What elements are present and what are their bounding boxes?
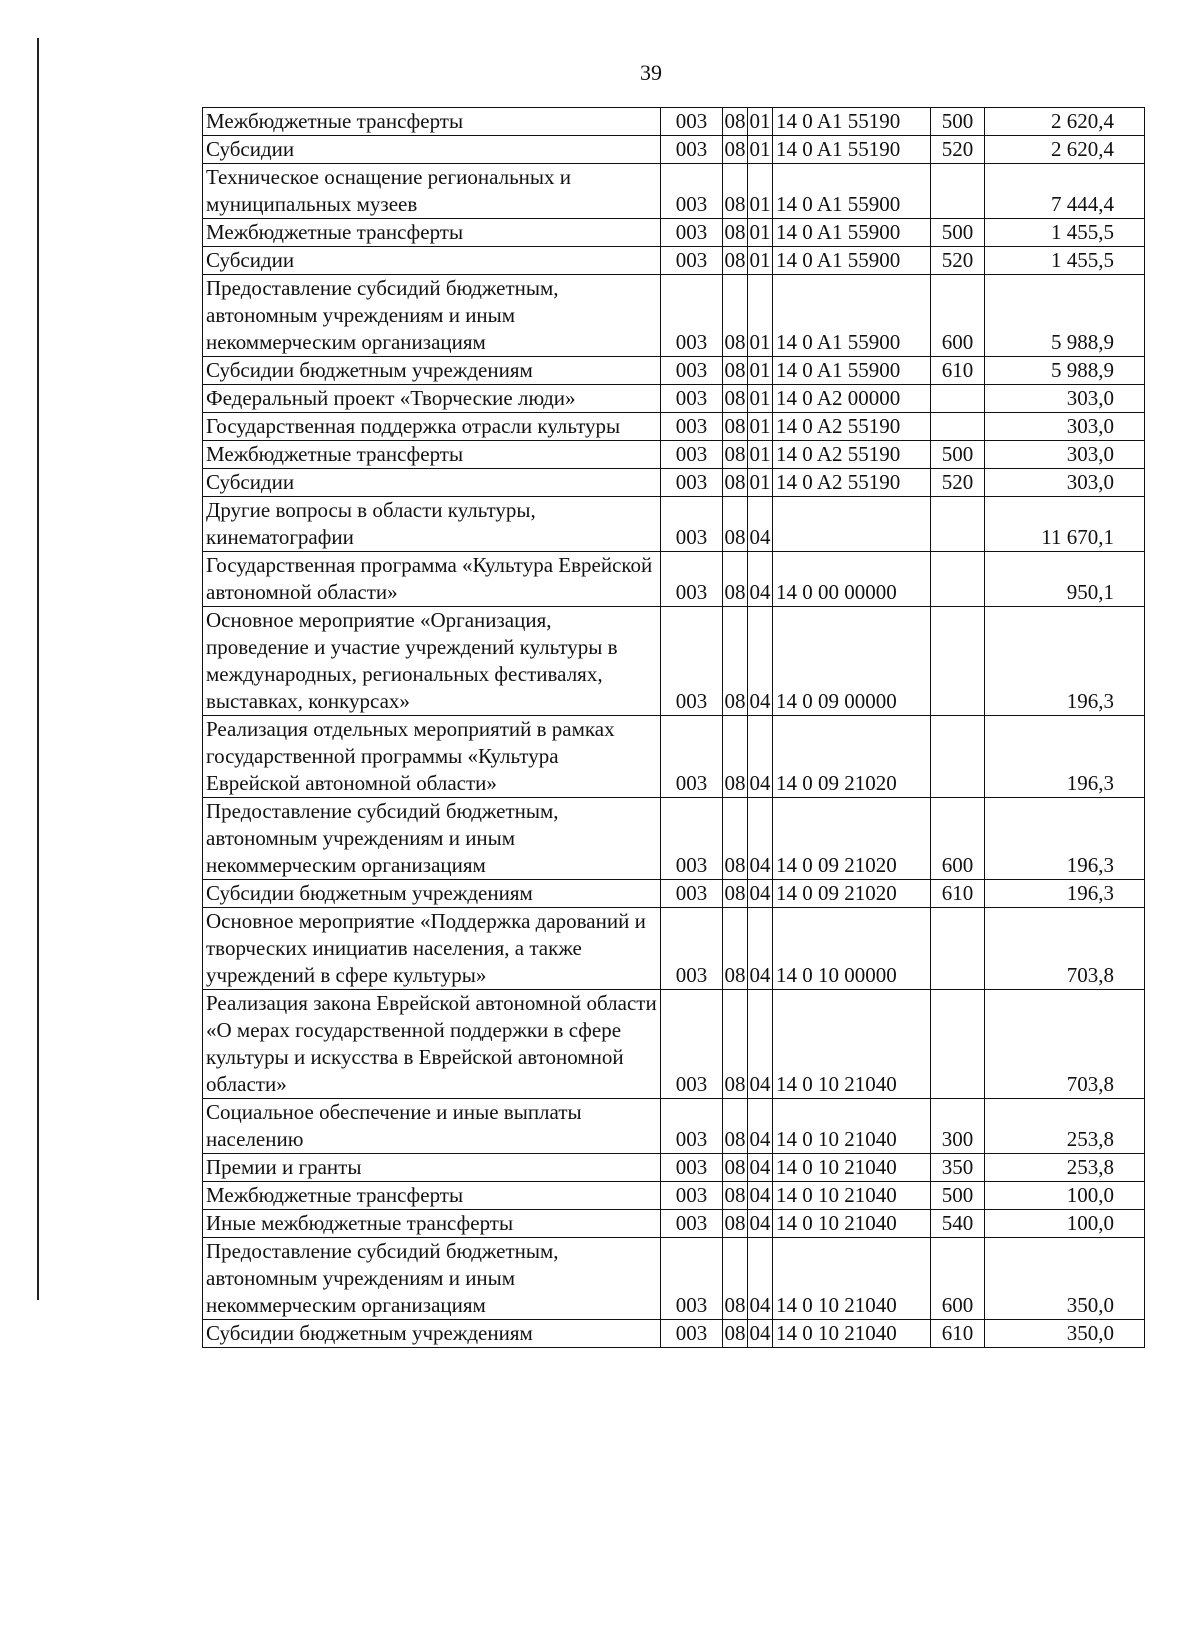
row-subsection-cell: 04 — [748, 990, 773, 1099]
row-code-cell: 003 — [661, 247, 723, 275]
row-section-cell: 08 — [723, 1210, 748, 1238]
row-section-cell: 08 — [723, 275, 748, 357]
row-name-cell: Реализация закона Еврейской автономной области «О мерах государственной поддержки в сфере культуры и искусства в Еврейской автономной области» — [203, 990, 661, 1099]
row-section-cell: 08 — [723, 1238, 748, 1320]
row-code-cell: 003 — [661, 441, 723, 469]
table-row — [203, 497, 1145, 552]
row-expense-type-cell: 500 — [931, 108, 985, 136]
table-row — [203, 136, 1145, 164]
table-row — [203, 552, 1145, 607]
row-sum-cell: 350,0 — [985, 1238, 1145, 1320]
row-target-article-cell: 14 0 10 21040 — [773, 990, 931, 1099]
row-subsection-cell: 01 — [748, 469, 773, 497]
row-subsection-cell: 04 — [748, 798, 773, 880]
row-sum-cell: 7 444,4 — [985, 164, 1145, 219]
table-row — [203, 108, 1145, 136]
row-name-cell: Межбюджетные трансферты — [203, 108, 661, 136]
row-expense-type-cell — [931, 385, 985, 413]
row-subsection-cell: 01 — [748, 413, 773, 441]
row-section-cell: 08 — [723, 413, 748, 441]
row-code-cell: 003 — [661, 607, 723, 716]
row-expense-type-cell — [931, 607, 985, 716]
table-row — [203, 247, 1145, 275]
row-expense-type-cell: 500 — [931, 219, 985, 247]
row-name-cell: Предоставление субсидий бюджетным, автономным учреждениям и иным некоммерческим организациям — [203, 1238, 661, 1320]
row-target-article-cell: 14 0 09 21020 — [773, 880, 931, 908]
row-sum-cell: 703,8 — [985, 908, 1145, 990]
row-subsection-cell: 01 — [748, 164, 773, 219]
row-subsection-cell: 01 — [748, 275, 773, 357]
row-target-article-cell: 14 0 10 21040 — [773, 1182, 931, 1210]
row-section-cell: 08 — [723, 1182, 748, 1210]
row-target-article-cell — [773, 497, 931, 552]
table-row — [203, 716, 1145, 798]
row-expense-type-cell: 520 — [931, 469, 985, 497]
row-subsection-cell: 04 — [748, 552, 773, 607]
row-code-cell: 003 — [661, 385, 723, 413]
row-target-article-cell: 14 0 10 00000 — [773, 908, 931, 990]
row-target-article-cell: 14 0 10 21040 — [773, 1210, 931, 1238]
table-row — [203, 469, 1145, 497]
row-section-cell: 08 — [723, 716, 748, 798]
row-code-cell: 003 — [661, 1238, 723, 1320]
row-sum-cell: 100,0 — [985, 1182, 1145, 1210]
row-subsection-cell: 04 — [748, 1099, 773, 1154]
row-sum-cell: 350,0 — [985, 1320, 1145, 1348]
row-section-cell: 08 — [723, 357, 748, 385]
table-row — [203, 385, 1145, 413]
row-expense-type-cell — [931, 990, 985, 1099]
row-expense-type-cell: 600 — [931, 1238, 985, 1320]
row-code-cell: 003 — [661, 469, 723, 497]
row-expense-type-cell: 500 — [931, 441, 985, 469]
table-row — [203, 990, 1145, 1099]
row-name-cell: Субсидии — [203, 136, 661, 164]
row-subsection-cell: 01 — [748, 219, 773, 247]
row-code-cell: 003 — [661, 1182, 723, 1210]
row-code-cell: 003 — [661, 108, 723, 136]
row-section-cell: 08 — [723, 136, 748, 164]
row-subsection-cell: 04 — [748, 607, 773, 716]
table-row — [203, 413, 1145, 441]
row-target-article-cell: 14 0 10 21040 — [773, 1320, 931, 1348]
row-target-article-cell: 14 0 09 00000 — [773, 607, 931, 716]
row-sum-cell: 196,3 — [985, 798, 1145, 880]
row-target-article-cell: 14 0 A1 55190 — [773, 108, 931, 136]
row-sum-cell: 303,0 — [985, 413, 1145, 441]
left-margin-line — [37, 38, 39, 1300]
row-code-cell: 003 — [661, 908, 723, 990]
row-sum-cell: 11 670,1 — [985, 497, 1145, 552]
row-section-cell: 08 — [723, 607, 748, 716]
row-code-cell: 003 — [661, 219, 723, 247]
row-section-cell: 08 — [723, 469, 748, 497]
row-name-cell: Другие вопросы в области культуры, кинематографии — [203, 497, 661, 552]
row-expense-type-cell — [931, 164, 985, 219]
row-expense-type-cell: 520 — [931, 247, 985, 275]
row-name-cell: Межбюджетные трансферты — [203, 1182, 661, 1210]
row-subsection-cell: 01 — [748, 247, 773, 275]
table-row — [203, 1320, 1145, 1348]
row-section-cell: 08 — [723, 441, 748, 469]
row-code-cell: 003 — [661, 1320, 723, 1348]
row-section-cell: 08 — [723, 108, 748, 136]
row-sum-cell: 196,3 — [985, 880, 1145, 908]
row-sum-cell: 196,3 — [985, 607, 1145, 716]
budget-table-body — [203, 108, 1145, 1348]
table-row — [203, 880, 1145, 908]
row-subsection-cell: 04 — [748, 1238, 773, 1320]
row-code-cell: 003 — [661, 275, 723, 357]
row-target-article-cell: 14 0 10 21040 — [773, 1099, 931, 1154]
row-name-cell: Предоставление субсидий бюджетным, автономным учреждениям и иным некоммерческим организациям — [203, 275, 661, 357]
row-name-cell: Межбюджетные трансферты — [203, 441, 661, 469]
row-name-cell: Реализация отдельных мероприятий в рамках государственной программы «Культура Еврейской автономной области» — [203, 716, 661, 798]
row-subsection-cell: 04 — [748, 1182, 773, 1210]
row-target-article-cell: 14 0 10 21040 — [773, 1154, 931, 1182]
row-section-cell: 08 — [723, 552, 748, 607]
row-subsection-cell: 01 — [748, 136, 773, 164]
row-expense-type-cell — [931, 552, 985, 607]
row-subsection-cell: 04 — [748, 1154, 773, 1182]
row-target-article-cell: 14 0 A2 55190 — [773, 469, 931, 497]
row-target-article-cell: 14 0 A1 55900 — [773, 219, 931, 247]
table-row — [203, 441, 1145, 469]
row-section-cell: 08 — [723, 385, 748, 413]
table-row — [203, 1210, 1145, 1238]
row-expense-type-cell — [931, 497, 985, 552]
row-name-cell: Государственная поддержка отрасли культуры — [203, 413, 661, 441]
row-code-cell: 003 — [661, 357, 723, 385]
row-name-cell: Предоставление субсидий бюджетным, автономным учреждениям и иным некоммерческим организациям — [203, 798, 661, 880]
row-name-cell: Техническое оснащение региональных и муниципальных музеев — [203, 164, 661, 219]
row-section-cell: 08 — [723, 1154, 748, 1182]
row-sum-cell: 2 620,4 — [985, 136, 1145, 164]
row-sum-cell: 950,1 — [985, 552, 1145, 607]
table-row — [203, 908, 1145, 990]
row-expense-type-cell: 500 — [931, 1182, 985, 1210]
row-code-cell: 003 — [661, 1154, 723, 1182]
row-target-article-cell: 14 0 00 00000 — [773, 552, 931, 607]
row-expense-type-cell: 610 — [931, 357, 985, 385]
row-section-cell: 08 — [723, 908, 748, 990]
row-sum-cell: 5 988,9 — [985, 275, 1145, 357]
row-expense-type-cell: 600 — [931, 275, 985, 357]
row-code-cell: 003 — [661, 497, 723, 552]
row-sum-cell: 253,8 — [985, 1154, 1145, 1182]
row-name-cell: Премии и гранты — [203, 1154, 661, 1182]
row-section-cell: 08 — [723, 880, 748, 908]
row-code-cell: 003 — [661, 1099, 723, 1154]
row-name-cell: Иные межбюджетные трансферты — [203, 1210, 661, 1238]
row-expense-type-cell: 600 — [931, 798, 985, 880]
budget-table — [202, 107, 1145, 1348]
row-expense-type-cell: 610 — [931, 880, 985, 908]
row-code-cell: 003 — [661, 1210, 723, 1238]
row-expense-type-cell — [931, 413, 985, 441]
row-subsection-cell: 04 — [748, 1320, 773, 1348]
row-name-cell: Субсидии — [203, 247, 661, 275]
row-code-cell: 003 — [661, 990, 723, 1099]
row-sum-cell: 2 620,4 — [985, 108, 1145, 136]
row-subsection-cell: 04 — [748, 716, 773, 798]
row-section-cell: 08 — [723, 497, 748, 552]
table-row — [203, 275, 1145, 357]
row-sum-cell: 303,0 — [985, 441, 1145, 469]
row-sum-cell: 5 988,9 — [985, 357, 1145, 385]
row-subsection-cell: 01 — [748, 357, 773, 385]
row-name-cell: Основное мероприятие «Организация, проведение и участие учреждений культуры в международных, региональных фестивалях, выставках, конкурсах» — [203, 607, 661, 716]
row-target-article-cell: 14 0 09 21020 — [773, 798, 931, 880]
table-row — [203, 798, 1145, 880]
row-name-cell: Субсидии бюджетным учреждениям — [203, 880, 661, 908]
row-code-cell: 003 — [661, 880, 723, 908]
row-expense-type-cell: 520 — [931, 136, 985, 164]
row-code-cell: 003 — [661, 413, 723, 441]
row-section-cell: 08 — [723, 1099, 748, 1154]
row-target-article-cell: 14 0 A1 55900 — [773, 247, 931, 275]
row-subsection-cell: 01 — [748, 441, 773, 469]
row-name-cell: Субсидии бюджетным учреждениям — [203, 1320, 661, 1348]
row-name-cell: Межбюджетные трансферты — [203, 219, 661, 247]
row-expense-type-cell: 540 — [931, 1210, 985, 1238]
table-row — [203, 357, 1145, 385]
row-section-cell: 08 — [723, 219, 748, 247]
row-subsection-cell: 04 — [748, 880, 773, 908]
row-sum-cell: 1 455,5 — [985, 219, 1145, 247]
table-row — [203, 1099, 1145, 1154]
row-sum-cell: 1 455,5 — [985, 247, 1145, 275]
row-section-cell: 08 — [723, 990, 748, 1099]
row-section-cell: 08 — [723, 1320, 748, 1348]
row-name-cell: Субсидии бюджетным учреждениям — [203, 357, 661, 385]
table-row — [203, 1238, 1145, 1320]
row-subsection-cell: 04 — [748, 1210, 773, 1238]
row-code-cell: 003 — [661, 164, 723, 219]
row-target-article-cell: 14 0 A2 55190 — [773, 441, 931, 469]
row-expense-type-cell — [931, 716, 985, 798]
row-subsection-cell: 04 — [748, 908, 773, 990]
row-sum-cell: 303,0 — [985, 469, 1145, 497]
table-row — [203, 164, 1145, 219]
row-target-article-cell: 14 0 A1 55190 — [773, 136, 931, 164]
row-sum-cell: 703,8 — [985, 990, 1145, 1099]
row-subsection-cell: 01 — [748, 385, 773, 413]
row-section-cell: 08 — [723, 164, 748, 219]
row-subsection-cell: 04 — [748, 497, 773, 552]
row-name-cell: Государственная программа «Культура Еврейской автономной области» — [203, 552, 661, 607]
row-sum-cell: 100,0 — [985, 1210, 1145, 1238]
row-expense-type-cell — [931, 908, 985, 990]
row-code-cell: 003 — [661, 552, 723, 607]
row-target-article-cell: 14 0 A1 55900 — [773, 275, 931, 357]
row-target-article-cell: 14 0 09 21020 — [773, 716, 931, 798]
page-number: 39 — [640, 60, 662, 85]
row-target-article-cell: 14 0 A2 00000 — [773, 385, 931, 413]
row-name-cell: Социальное обеспечение и иные выплаты населению — [203, 1099, 661, 1154]
row-code-cell: 003 — [661, 798, 723, 880]
row-target-article-cell: 14 0 10 21040 — [773, 1238, 931, 1320]
table-row — [203, 607, 1145, 716]
row-code-cell: 003 — [661, 716, 723, 798]
row-section-cell: 08 — [723, 798, 748, 880]
row-target-article-cell: 14 0 A1 55900 — [773, 357, 931, 385]
row-sum-cell: 253,8 — [985, 1099, 1145, 1154]
row-code-cell: 003 — [661, 136, 723, 164]
row-subsection-cell: 01 — [748, 108, 773, 136]
row-expense-type-cell: 610 — [931, 1320, 985, 1348]
table-row — [203, 1182, 1145, 1210]
row-target-article-cell: 14 0 A1 55900 — [773, 164, 931, 219]
row-sum-cell: 303,0 — [985, 385, 1145, 413]
row-name-cell: Основное мероприятие «Поддержка дарований и творческих инициатив населения, а также учреждений в сфере культуры» — [203, 908, 661, 990]
table-row — [203, 1154, 1145, 1182]
row-expense-type-cell: 300 — [931, 1099, 985, 1154]
table-row — [203, 219, 1145, 247]
row-expense-type-cell: 350 — [931, 1154, 985, 1182]
row-target-article-cell: 14 0 A2 55190 — [773, 413, 931, 441]
row-name-cell: Федеральный проект «Творческие люди» — [203, 385, 661, 413]
row-name-cell: Субсидии — [203, 469, 661, 497]
row-section-cell: 08 — [723, 247, 748, 275]
row-sum-cell: 196,3 — [985, 716, 1145, 798]
